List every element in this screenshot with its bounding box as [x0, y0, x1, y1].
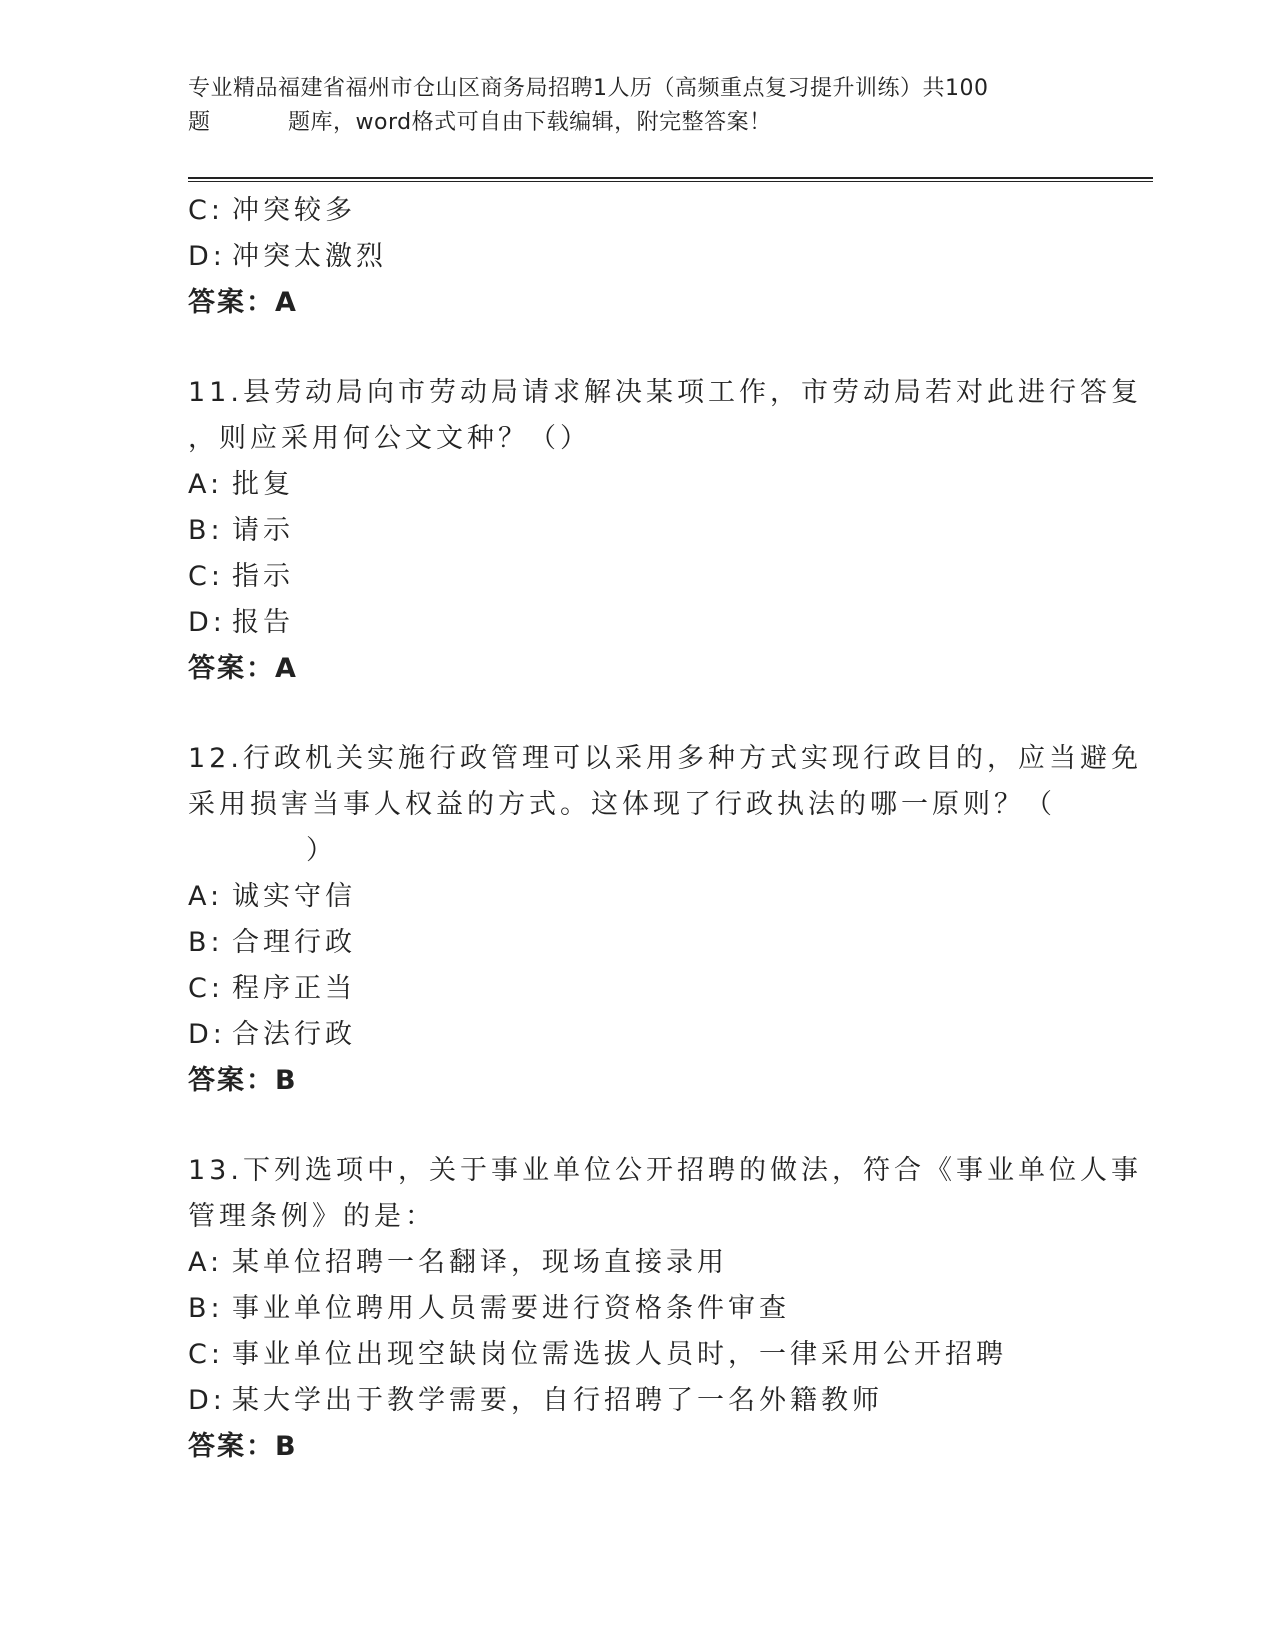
question-stem	[188, 736, 1142, 874]
previous-question-tail	[188, 188, 1088, 326]
option-text: 批复	[232, 469, 294, 500]
question-stem-line: 11.县劳动局向市劳动局请求解决某项工作，市劳动局若对此进行答复	[188, 377, 1142, 408]
question-stem-line: 13.下列选项中，关于事业单位公开招聘的做法，符合《事业单位人事	[188, 1155, 1142, 1186]
option-text: 程序正当	[232, 973, 356, 1004]
page-header	[188, 72, 1088, 140]
option-b	[188, 1286, 1088, 1332]
option-a	[188, 874, 1088, 920]
answer: 答案：B	[188, 1431, 298, 1462]
option-text: 冲突较多	[232, 195, 356, 226]
answer: 答案：A	[188, 653, 298, 684]
option-key: D:	[188, 241, 226, 272]
option-b	[188, 508, 1088, 554]
question-stem-line: 管理条例》的是：	[188, 1201, 436, 1232]
option-text: 某单位招聘一名翻译，现场直接录用	[232, 1247, 728, 1278]
question-stem	[188, 1148, 1142, 1240]
option-key: C:	[188, 195, 224, 226]
option-text: 冲突太激烈	[232, 241, 387, 272]
option-text: 合理行政	[232, 927, 356, 958]
option-key: D:	[188, 607, 226, 638]
question-stem-line: ）	[306, 835, 337, 866]
option-d	[188, 234, 1088, 280]
header-divider	[188, 177, 1153, 182]
option-d	[188, 600, 1088, 646]
option-key: B:	[188, 515, 224, 546]
question-stem	[188, 370, 1142, 462]
question-list	[188, 188, 1142, 1470]
option-c	[188, 1332, 1088, 1378]
option-c	[188, 966, 1088, 1012]
option-b	[188, 920, 1088, 966]
option-a	[188, 462, 1088, 508]
option-a	[188, 1240, 1088, 1286]
option-key: B:	[188, 927, 224, 958]
option-text: 某大学出于教学需要，自行招聘了一名外籍教师	[232, 1385, 883, 1416]
option-key: A:	[188, 1247, 224, 1278]
header-title-line2-start: 题	[188, 110, 211, 135]
header-title-line1: 专业精品福建省福州市仓山区商务局招聘1人历（高频重点复习提升训练）共100	[188, 76, 989, 101]
option-d	[188, 1378, 1088, 1424]
option-text: 事业单位聘用人员需要进行资格条件审查	[232, 1293, 790, 1324]
option-d	[188, 1012, 1088, 1058]
option-text: 指示	[232, 561, 294, 592]
option-text: 合法行政	[232, 1019, 356, 1050]
option-c	[188, 188, 1088, 234]
answer: 答案：A	[188, 287, 298, 318]
option-text: 诚实守信	[232, 881, 356, 912]
option-text: 报告	[232, 607, 294, 638]
header-title-line2-rest: 题库，word格式可自由下载编辑，附完整答案！	[288, 110, 772, 135]
option-key: D:	[188, 1019, 226, 1050]
header-title-line2	[188, 106, 1088, 140]
question-stem-line: 12.行政机关实施行政管理可以采用多种方式实现行政目的，应当避免	[188, 743, 1142, 774]
option-key: C:	[188, 1339, 224, 1370]
option-key: C:	[188, 973, 224, 1004]
option-key: A:	[188, 469, 224, 500]
option-key: A:	[188, 881, 224, 912]
question-12	[188, 736, 1142, 1104]
option-key: B:	[188, 1293, 224, 1324]
question-13	[188, 1148, 1142, 1470]
question-stem-line: ，则应采用何公文文种？（）	[188, 423, 591, 454]
option-text: 事业单位出现空缺岗位需选拔人员时，一律采用公开招聘	[232, 1339, 1007, 1370]
question-stem-line: 采用损害当事人权益的方式。这体现了行政执法的哪一原则？（	[188, 789, 1056, 820]
option-c	[188, 554, 1088, 600]
question-11	[188, 370, 1142, 692]
option-text: 请示	[232, 515, 294, 546]
answer: 答案：B	[188, 1065, 298, 1096]
option-key: C:	[188, 561, 224, 592]
option-key: D:	[188, 1385, 226, 1416]
